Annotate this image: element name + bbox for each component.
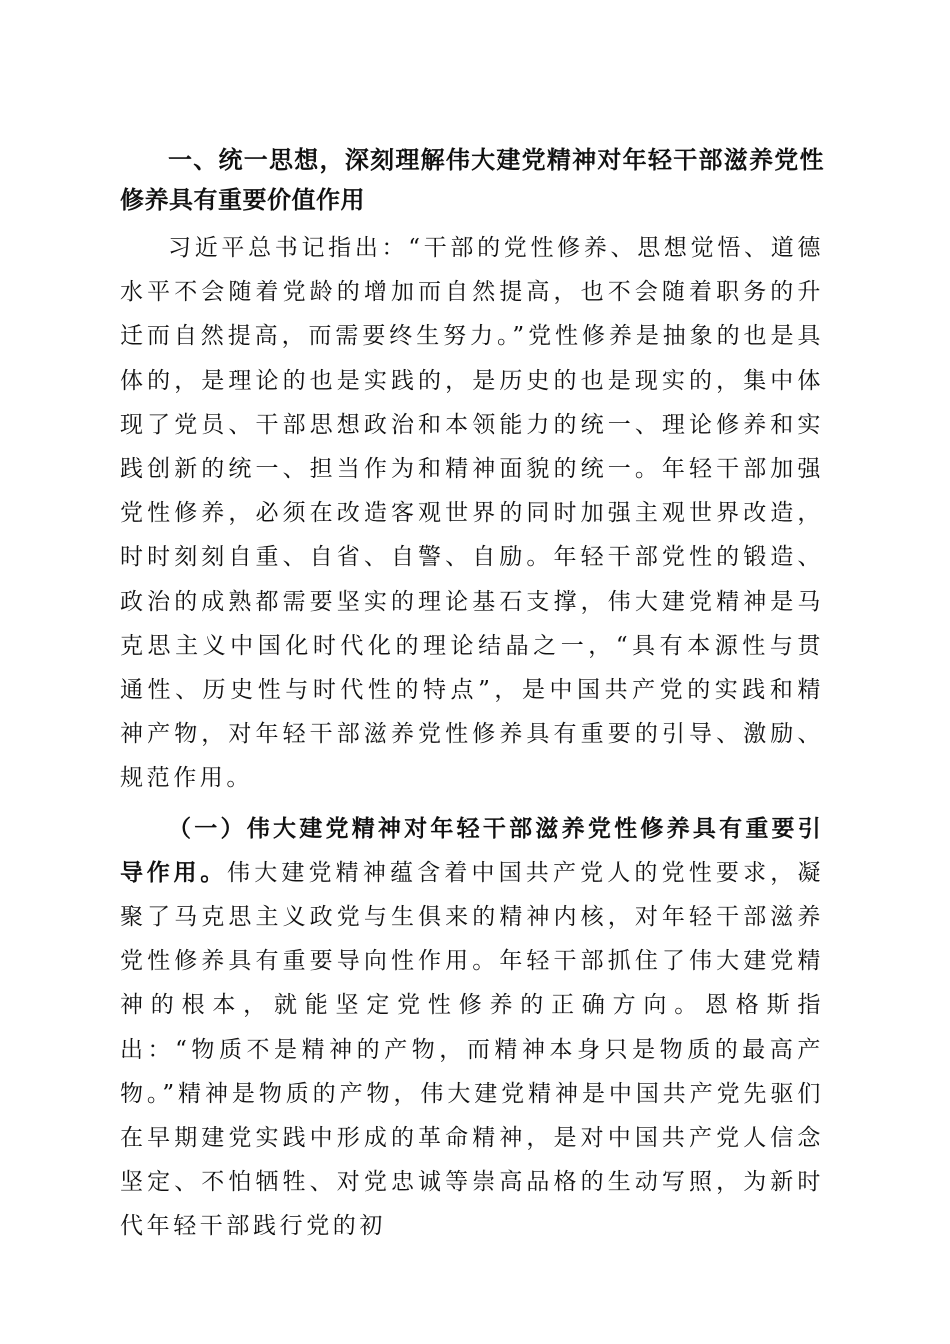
paragraph-2-subheading: （一）伟大建党精神对年轻干部滋养党性修养具有重要引导作用。 [120,815,824,886]
paragraph-2 [120,807,824,1249]
section-heading: 一、统一思想，深刻理解伟大建党精神对年轻干部滋养党性修养具有重要价值作用 [120,146,824,214]
paragraph-1: 习近平总书记指出：“干部的党性修养、思想觉悟、道德水平不会随着党龄的增加而自然提高，也不会随着职务的升迁而自然提高，而需要终生努力。”党性修养是抽象的也是具体的，是理论的也是实践的，是历史的也是现实的，集中体现了党员、干部思想政治和本领能力的统一、理论修养和实践创新的统一、担当作为和精神面貌的统一。年轻干部加强党性修养，必须在改造客观世界的同时加强主观世界改造，时时刻刻自重、自省、自警、自励。年轻干部党性的锻造、政治的成熟都需要坚实的理论基石支撑，伟大建党精神是马克思主义中国化时代化的理论结晶之一，“具有本源性与贯通性、历史性与时代性的特点”，是中国共产党的实践和精神产物，对年轻干部滋养党性修养具有重要的引导、激励、规范作用。 [120,235,824,792]
paragraph-2-body: 伟大建党精神蕴含着中国共产党人的党性要求，凝聚了马克思主义政党与生俱来的精神内核，对年轻干部滋养党性修养具有重要导向性作用。年轻干部抓住了伟大建党精神的根本，就能坚定党性修养的正确方向。恩格斯指出：“物质不是精神的产物，而精神本身只是物质的最高产物。”精神是物质的产物，伟大建党精神是中国共产党先驱们在早期建党实践中形成的革命精神，是对中国共产党人信念坚定、不怕牺牲、对党忠诚等崇高品格的生动写照，为新时代年轻干部践行党的初 [120,859,824,1240]
document-page [120,140,824,1249]
